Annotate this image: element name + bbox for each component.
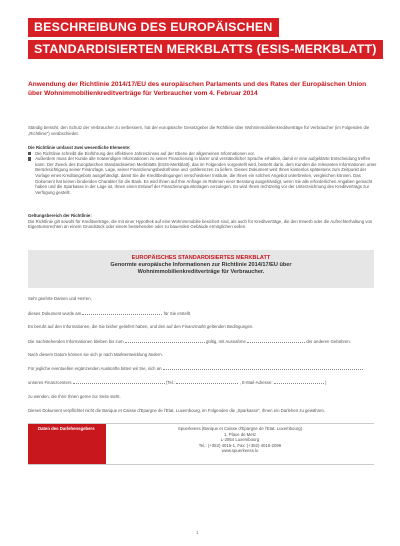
exception-field[interactable] [247,339,305,343]
esis-box-line-1: Genormte europäische Informationen zur Richtlinie 2014/17/EU über [110,262,292,268]
page-title [28,18,377,62]
esis-info-box [28,250,374,288]
lender-label: Daten des Darlehensgebers [28,424,106,464]
bullet-item [28,156,378,195]
bullet-square-icon [28,152,31,155]
title-line-1: BESCHREIBUNG DES EUROPÄISCHEN [28,18,279,37]
form-line-market: Nach diesem Datum können sie sich je nach Marktentwicklung ändern. [28,352,163,357]
bullet-text: Außerdem muss der Kunde alle notwendigen Informationen zu seiner Finanzierung in klarer und verständlicher Sprache erhalten, damit er eine aufgeklärte Entscheidung treffen kann. Der Zweck des Europäischen Standardisierten Merkblatts (ESIS-Merkblatt), das im Folgenden vorgestellt wird, besteht darin, dem Kunden die relevanten Informationen unter Berücksichtigung seiner Finanzlage, Lage, seiner Finanzierungsbedürfnisse und -präferenzen zu liefern. Dieses Dokument wird Ihnen kostenlos spätestens zum Zeitpunkt der Vorlage eines Kreditangebots ausgehändigt, damit Sie die Kreditbedingungen verschiedener Institute, die Ihnen ein solches Angebot unterbreiten, vergleichen können. Das Dokument hat keinen bindenden Charakter für die Bank. Es wird Ihnen auf Ihre Anfrage im Rahmen einer Beratung ausgehändigt, wenn Sie alle erforderlichen Angaben gemacht haben und die Sparkasse in der Lage ist, Ihnen einen Entwurf der Finanzierungsunterlagen vorzulegen. Es wird Ihnen rechtzeitig vor der Unterzeichnung des Kreditvertrags zur Verfügung gestellt. [35,156,377,195]
lender-address [106,424,374,464]
lender-details-table [28,423,374,465]
scope-body: Die Richtlinie gilt sowohl für Kreditverträge, die mit einer Hypothek auf eine Wohnimmobilie besichert sind, als auch für Kreditverträge, die den Erwerb oder die Aufrechterhaltung von Eigentumsrechten an einem Grundstück oder einem bestehenden oder zu bauenden Gebäude ermöglichen sollen. [28,218,373,230]
esis-box-title: EUROPÄISCHES STANDARDISIERTES MERKBLATT [131,255,271,261]
email-field[interactable] [274,380,324,384]
lender-city: L-2954 Luxembourg [220,437,260,442]
form-line-date: dieses Dokument wurde am für Sie erstellt. [28,311,192,316]
form-line-help: zu wenden, die Ihr/e Ihnen gerne zur Seite steht. [28,394,121,399]
lender-street: 1, Place de Metz [223,431,256,437]
phone-field[interactable] [176,380,238,384]
form-line-contact: Für jegliche eventuellen ergänzenden Auskünfte bitten wir Sie, sich an [28,366,374,371]
form-line-disclaimer: Dieses Dokument verpflichtet nicht die Banque et Caisse d'Epargne de l'Etat, Luxembourg, im Folgenden die „Sparkasse“, Ihnen ein Darlehen zu gewähren. [28,408,326,413]
form-line-center: unseres Finanzcenters (Tel.: , E-Mail-Adresse: ) [28,380,327,385]
elements-section [28,145,378,195]
date-field[interactable] [82,311,162,315]
esis-box-line-2: Wohnimmobilienkreditverträge für Verbraucher. [137,269,265,276]
elements-heading: Die Richtlinie umfasst zwei wesentliche Elemente: [28,145,131,150]
form-line-basis: Es beruht auf den Informationen, die Sie bisher geliefert haben, und den auf den Finanzmarkt geltenden Bedingungen. [28,324,254,329]
bullet-square-icon [28,157,31,160]
finance-center-field[interactable] [73,380,165,384]
bullet-text: Die Richtlinie schreibt die Einführung des effektiven Jahreszinses auf der Ebene der allgemeinen Informationen vor. [35,150,255,156]
lender-phone: Tel.: (+352) 4015-1, Fax: (+352) 4015-2099 [198,442,282,448]
scope-section [28,213,378,230]
document-subtitle: Anwendung der Richtlinie 2014/17/EU des europäischen Parlaments und des Rates der Europäischen Union über Wohnimmobilienkreditverträge für Verbraucher vom 4. Februar 2014 [28,81,367,97]
page-number: 1 [196,530,199,535]
title-line-2: STANDARDISIERTEN MERKBLATTS (ESIS-MERKBLATT) [28,40,383,59]
lender-website: www.spuerkeess.lu [221,448,259,453]
scope-heading: Geltungsbereich der Richtlinie: [28,213,92,218]
salutation: Sehr geehrte Damen und Herren, [28,296,92,301]
intro-paragraph: Ständig bemüht, den Schutz der Verbraucher zu verbessern, hat der europäische Gesetzgeber die Richtlinie über Wohnimmobilienkreditverträge für Verbraucher (im Folgenden die „Richtlinie“) verabschiedet. [28,125,370,136]
validity-date-field[interactable] [125,339,205,343]
advisor-name-field[interactable] [163,366,363,370]
lender-name: Spuerkeess (Banque et Caisse d'Epargne de l'Etat, Luxembourg) [177,426,303,431]
form-line-validity: Die nachstehenden Informationen bleiben bis zum gültig, mit Ausnahme der anderen Gebühren. [28,339,351,344]
